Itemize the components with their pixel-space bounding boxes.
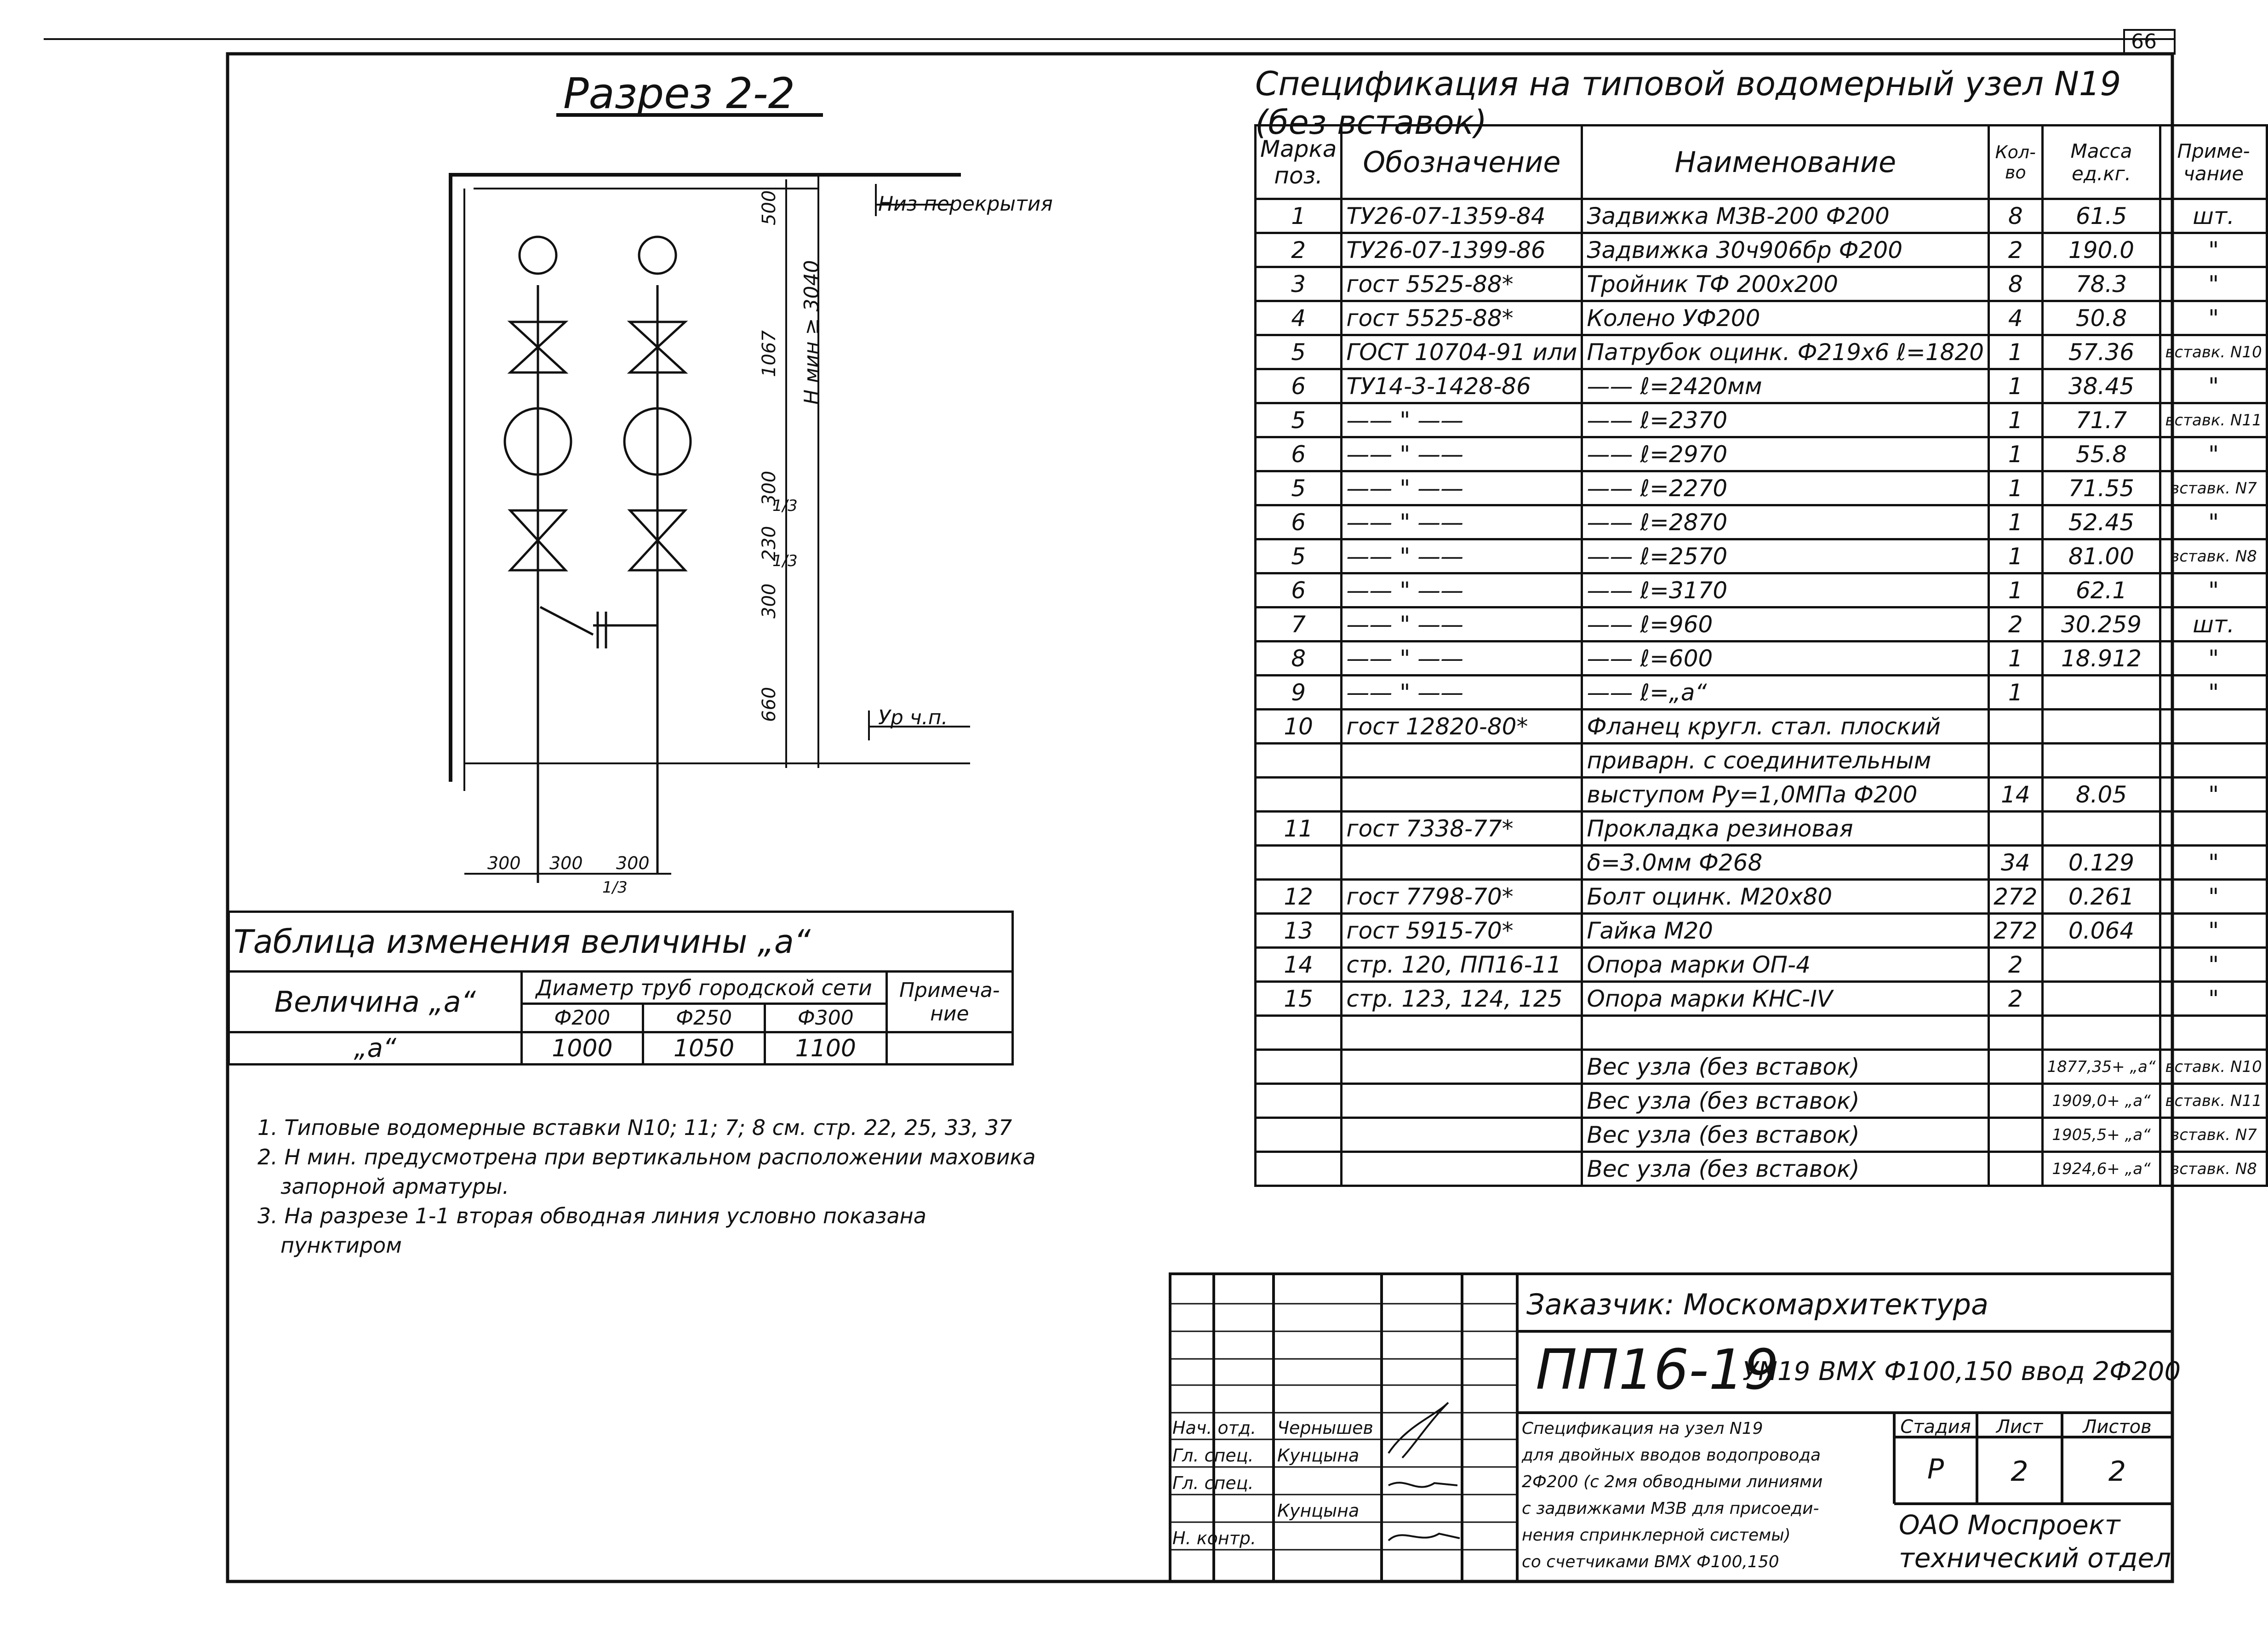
- spec-name: Вес узла (без вставок): [1582, 1050, 1989, 1084]
- spec-note: ": [2160, 778, 2267, 812]
- spec-mass: 8.05: [2042, 778, 2160, 812]
- spec-mass: 61.5: [2042, 199, 2160, 233]
- spec-note: вставк. N11: [2160, 1084, 2267, 1118]
- spec-mass: 71.55: [2042, 471, 2160, 505]
- spec-row: [1256, 1152, 2267, 1186]
- spec-mark: 6: [1256, 505, 1342, 539]
- spec-designation: —— " ——: [1342, 573, 1582, 607]
- spec-row: [1256, 199, 2267, 233]
- spec-mark: [1256, 778, 1342, 812]
- spec-designation: ТУ26-07-1399-86: [1342, 233, 1582, 267]
- spec-mass: 1877,35+ „а“: [2042, 1050, 2160, 1084]
- spec-mass: 57.36: [2042, 335, 2160, 369]
- spec-qty: 1: [1989, 573, 2042, 607]
- spec-row: [1256, 369, 2267, 403]
- spec-qty: 8: [1989, 267, 2042, 301]
- spec-qty: [1989, 1084, 2042, 1118]
- a-250: 1050: [643, 1032, 765, 1065]
- spec-mass: 190.0: [2042, 233, 2160, 267]
- spec-name: —— ℓ=960: [1582, 607, 1989, 642]
- spec-mark: 8: [1256, 642, 1342, 676]
- sheets-value: 2: [2108, 1455, 2126, 1488]
- spec-mark: 11: [1256, 812, 1342, 846]
- spec-mass: [2042, 744, 2160, 778]
- spec-name: —— ℓ=3170: [1582, 573, 1989, 607]
- spec-mark: 14: [1256, 948, 1342, 982]
- dim-230: 230: [759, 526, 780, 561]
- spec-qty: [1989, 1016, 2042, 1050]
- spec-row: [1256, 1118, 2267, 1152]
- spec-designation: —— " ——: [1342, 642, 1582, 676]
- frac-3: 1/3: [772, 552, 798, 570]
- spec-row: [1256, 676, 2267, 710]
- spec-note: шт.: [2160, 607, 2267, 642]
- spec-mark: [1256, 1118, 1342, 1152]
- spec-designation: гост 5525-88*: [1342, 301, 1582, 335]
- spec-qty: 1: [1989, 403, 2042, 437]
- spec-row: [1256, 607, 2267, 642]
- diam-300: Ф300: [765, 1004, 886, 1032]
- spec-mass: 55.8: [2042, 437, 2160, 471]
- spec-designation: стр. 120, ПП16-11: [1342, 948, 1582, 982]
- dim-660: 660: [759, 687, 780, 722]
- desc-line-1: Спецификация на узел N19: [1522, 1419, 1763, 1438]
- spec-row: [1256, 812, 2267, 846]
- spec-name: Задвижка 30ч906бр Ф200: [1582, 233, 1989, 267]
- spec-mass: [2042, 1016, 2160, 1050]
- spec-row: [1256, 982, 2267, 1016]
- spec-row: [1256, 1050, 2267, 1084]
- spec-qty: [1989, 1152, 2042, 1186]
- spec-note: вставк. N10: [2160, 1050, 2267, 1084]
- signature-marks: [1388, 1403, 1460, 1541]
- spec-note: [2160, 1016, 2267, 1050]
- spec-designation: —— " ——: [1342, 437, 1582, 471]
- spec-mass: 18.912: [2042, 642, 2160, 676]
- spec-qty: 1: [1989, 437, 2042, 471]
- spec-designation: —— " ——: [1342, 539, 1582, 573]
- hdr-mark: Марка поз.: [1256, 126, 1342, 199]
- spec-note: ": [2160, 437, 2267, 471]
- desc-line-3: 2Ф200 (с 2мя обводными линиями: [1522, 1472, 1823, 1491]
- name-4: Кунцына: [1277, 1501, 1360, 1521]
- organization: [1899, 1508, 2171, 1575]
- spec-designation: гост 5525-88*: [1342, 267, 1582, 301]
- spec-designation: стр. 123, 124, 125: [1342, 982, 1582, 1016]
- spec-note: ": [2160, 948, 2267, 982]
- name-2: Чернышев: [1277, 1418, 1373, 1438]
- spec-designation: [1342, 744, 1582, 778]
- spec-note: ": [2160, 982, 2267, 1016]
- spec-name: Тройник ТФ 200х200: [1582, 267, 1989, 301]
- spec-mark: 6: [1256, 369, 1342, 403]
- spec-row: [1256, 301, 2267, 335]
- spec-name: Прокладка резиновая: [1582, 812, 1989, 846]
- spec-mass: 30.259: [2042, 607, 2160, 642]
- spec-qty: [1989, 710, 2042, 744]
- spec-note: вставк. N10: [2160, 335, 2267, 369]
- spec-note: вставк. N7: [2160, 471, 2267, 505]
- spec-designation: —— " ——: [1342, 403, 1582, 437]
- hdr-sheets: Листов: [2083, 1416, 2152, 1438]
- dim-h-1: 300: [487, 853, 521, 873]
- dim-300b: 300: [759, 583, 780, 619]
- spec-mark: 10: [1256, 710, 1342, 744]
- desc-line-5: нения спринклерной системы): [1522, 1526, 1791, 1545]
- spec-designation: ТУ26-07-1359-84: [1342, 199, 1582, 233]
- spec-qty: [1989, 1118, 2042, 1152]
- spec-row: [1256, 778, 2267, 812]
- spec-qty: 2: [1989, 982, 2042, 1016]
- spec-mark: 6: [1256, 437, 1342, 471]
- spec-designation: —— " ——: [1342, 607, 1582, 642]
- spec-note: ": [2160, 676, 2267, 710]
- spec-mark: 15: [1256, 982, 1342, 1016]
- spec-mark: 2: [1256, 233, 1342, 267]
- spec-name: —— ℓ=2370: [1582, 403, 1989, 437]
- hdr-sheet: Лист: [1996, 1416, 2043, 1438]
- value-a-header: Величина „а“: [229, 972, 522, 1032]
- spec-designation: ГОСТ 10704-91 или: [1342, 335, 1582, 369]
- spec-row: [1256, 233, 2267, 267]
- spec-mark: 5: [1256, 471, 1342, 505]
- dim-500: 500: [759, 190, 780, 225]
- sheet-description: [1522, 1415, 1822, 1575]
- floor-label: Ур ч.п.: [878, 706, 948, 729]
- note-2b: запорной арматуры.: [280, 1174, 509, 1199]
- spec-name: Вес узла (без вставок): [1582, 1084, 1989, 1118]
- spec-mass: [2042, 948, 2160, 982]
- spec-note: ": [2160, 880, 2267, 914]
- spec-mass: 81.00: [2042, 539, 2160, 573]
- change-table: [228, 911, 1014, 1066]
- spec-qty: [1989, 744, 2042, 778]
- hdr-designation: Обозначение: [1342, 126, 1582, 199]
- spec-name: —— ℓ=2570: [1582, 539, 1989, 573]
- spec-mark: 3: [1256, 267, 1342, 301]
- spec-mass: [2042, 812, 2160, 846]
- spec-name: Опора марки ОП-4: [1582, 948, 1989, 982]
- spec-name: Задвижка МЗВ-200 Ф200: [1582, 199, 1989, 233]
- spec-row: [1256, 267, 2267, 301]
- spec-designation: [1342, 846, 1582, 880]
- hdr-note: Приме-чание: [2160, 126, 2267, 199]
- spec-mass: 52.45: [2042, 505, 2160, 539]
- role-3: Гл. спец.: [1172, 1473, 1254, 1493]
- spec-name: Колено УФ200: [1582, 301, 1989, 335]
- diameter-group-header: Диаметр труб городской сети: [521, 972, 886, 1004]
- spec-mark: [1256, 744, 1342, 778]
- spec-note: ": [2160, 573, 2267, 607]
- spec-designation: —— " ——: [1342, 676, 1582, 710]
- ceiling-label: Низ перекрытия: [878, 192, 1053, 216]
- spec-note: вставк. N8: [2160, 539, 2267, 573]
- sheet-number: 66: [2131, 30, 2157, 53]
- note-1: 1. Типовые водомерные вставки N10; 11; 7; 8 см. стр. 22, 25, 33, 37: [257, 1115, 1012, 1140]
- a-row-label: „а“: [229, 1032, 522, 1065]
- desc-line-6: со счетчиками ВМХ Ф100,150: [1522, 1553, 1779, 1571]
- spec-mass: 71.7: [2042, 403, 2160, 437]
- spec-name: —— ℓ=600: [1582, 642, 1989, 676]
- spec-row: [1256, 573, 2267, 607]
- spec-table: [1254, 124, 2268, 1187]
- spec-mark: 9: [1256, 676, 1342, 710]
- spec-name: Фланец кругл. стал. плоский: [1582, 710, 1989, 744]
- spec-row: [1256, 1084, 2267, 1118]
- spec-designation: гост 12820-80*: [1342, 710, 1582, 744]
- spec-mass: 1905,5+ „а“: [2042, 1118, 2160, 1152]
- spec-mark: [1256, 1016, 1342, 1050]
- dim-300a: 300: [759, 470, 780, 506]
- spec-name: —— ℓ=„а“: [1582, 676, 1989, 710]
- diam-200: Ф200: [521, 1004, 643, 1032]
- spec-qty: 272: [1989, 914, 2042, 948]
- spec-note: вставк. N8: [2160, 1152, 2267, 1186]
- note-header: Примеча-ние: [886, 972, 1012, 1032]
- spec-qty: 14: [1989, 778, 2042, 812]
- diam-250: Ф250: [643, 1004, 765, 1032]
- spec-note: [2160, 744, 2267, 778]
- dim-1067: 1067: [759, 330, 780, 377]
- spec-note: ": [2160, 301, 2267, 335]
- spec-qty: 272: [1989, 880, 2042, 914]
- spec-mark: [1256, 1050, 1342, 1084]
- spec-row: [1256, 471, 2267, 505]
- spec-name: δ=3.0мм Ф268: [1582, 846, 1989, 880]
- spec-designation: ТУ14-3-1428-86: [1342, 369, 1582, 403]
- spec-designation: гост 5915-70*: [1342, 914, 1582, 948]
- spec-mass: 78.3: [2042, 267, 2160, 301]
- spec-row: [1256, 1016, 2267, 1050]
- spec-mark: 1: [1256, 199, 1342, 233]
- spec-mass: 0.064: [2042, 914, 2160, 948]
- spec-mark: 7: [1256, 607, 1342, 642]
- spec-row: [1256, 335, 2267, 369]
- spec-qty: 1: [1989, 642, 2042, 676]
- spec-name: приварн. с соединительным: [1582, 744, 1989, 778]
- spec-row: [1256, 880, 2267, 914]
- spec-name: выступом Ру=1,0МПа Ф200: [1582, 778, 1989, 812]
- stage-value: Р: [1927, 1453, 1944, 1485]
- spec-note: вставк. N7: [2160, 1118, 2267, 1152]
- spec-mark: 4: [1256, 301, 1342, 335]
- spec-row: [1256, 914, 2267, 948]
- spec-designation: [1342, 778, 1582, 812]
- spec-name: Вес узла (без вставок): [1582, 1118, 1989, 1152]
- spec-note: ": [2160, 267, 2267, 301]
- spec-designation: —— " ——: [1342, 471, 1582, 505]
- names: [1277, 1414, 1373, 1524]
- spec-qty: 34: [1989, 846, 2042, 880]
- spec-qty: 2: [1989, 948, 2042, 982]
- spec-qty: [1989, 1050, 2042, 1084]
- spec-mass: 50.8: [2042, 301, 2160, 335]
- spec-mass: [2042, 676, 2160, 710]
- spec-qty: 2: [1989, 233, 2042, 267]
- spec-name: —— ℓ=2420мм: [1582, 369, 1989, 403]
- hmin-label: Н мин ≥ 3040: [800, 260, 823, 405]
- a-200: 1000: [521, 1032, 643, 1065]
- dim-h-2: 300: [549, 853, 583, 873]
- spec-qty: [1989, 812, 2042, 846]
- spec-mark: 5: [1256, 539, 1342, 573]
- spec-designation: [1342, 1050, 1582, 1084]
- spec-name: Болт оцинк. М20х80: [1582, 880, 1989, 914]
- org-line-1: ОАО Моспроект: [1899, 1509, 2120, 1541]
- spec-note: ": [2160, 233, 2267, 267]
- spec-designation: [1342, 1016, 1582, 1050]
- spec-designation: [1342, 1152, 1582, 1186]
- hdr-name: Наименование: [1582, 126, 1989, 199]
- sheet-value: 2: [2011, 1455, 2028, 1488]
- spec-row: [1256, 710, 2267, 744]
- spec-note: ": [2160, 505, 2267, 539]
- hdr-qty: Кол-во: [1989, 126, 2042, 199]
- customer: Заказчик: Москомархитектура: [1526, 1288, 1988, 1321]
- org-line-2: технический отдел: [1899, 1542, 2171, 1574]
- spec-row: [1256, 403, 2267, 437]
- spec-qty: 1: [1989, 676, 2042, 710]
- spec-mass: [2042, 710, 2160, 744]
- spec-qty: 1: [1989, 539, 2042, 573]
- spec-mark: 5: [1256, 335, 1342, 369]
- name-3: Кунцына: [1277, 1445, 1360, 1466]
- spec-mark: 13: [1256, 914, 1342, 948]
- spec-qty: 1: [1989, 369, 2042, 403]
- role-4: Н. контр.: [1172, 1528, 1257, 1548]
- spec-name: Вес узла (без вставок): [1582, 1152, 1989, 1186]
- spec-mark: 5: [1256, 403, 1342, 437]
- spec-note: [2160, 710, 2267, 744]
- spec-name: —— ℓ=2270: [1582, 471, 1989, 505]
- spec-designation: гост 7338-77*: [1342, 812, 1582, 846]
- spec-qty: 1: [1989, 335, 2042, 369]
- spec-qty: 1: [1989, 471, 2042, 505]
- spec-name: —— ℓ=2870: [1582, 505, 1989, 539]
- desc-line-4: с задвижками МЗВ для присоеди-: [1522, 1499, 1819, 1518]
- spec-mark: [1256, 846, 1342, 880]
- spec-name: —— ℓ=2970: [1582, 437, 1989, 471]
- spec-note: [2160, 812, 2267, 846]
- spec-title: Спецификация на типовой водомерный узел N19 (без вставок): [1255, 64, 2121, 142]
- spec-designation: —— " ——: [1342, 505, 1582, 539]
- spec-note: шт.: [2160, 199, 2267, 233]
- spec-mass: 1909,0+ „а“: [2042, 1084, 2160, 1118]
- role-1: Нач. отд.: [1172, 1418, 1257, 1438]
- note-3b: пунктиром: [280, 1233, 402, 1258]
- spec-name: Опора марки КНС-IV: [1582, 982, 1989, 1016]
- spec-row: [1256, 948, 2267, 982]
- spec-note: ": [2160, 846, 2267, 880]
- spec-note: ": [2160, 369, 2267, 403]
- frac-1: 1/3: [602, 878, 628, 897]
- hdr-mass: Масса ед.кг.: [2042, 126, 2160, 199]
- spec-row: [1256, 437, 2267, 471]
- frac-2: 1/3: [772, 497, 798, 515]
- section-title: Разрез 2-2: [563, 69, 795, 118]
- spec-row: [1256, 539, 2267, 573]
- spec-mass: 0.261: [2042, 880, 2160, 914]
- doc-code-tail: УN19 ВМХ Ф100,150 ввод 2Ф200: [1742, 1357, 2181, 1386]
- roles: [1172, 1414, 1256, 1552]
- change-table-title: Таблица изменения величины „а“: [229, 912, 1013, 972]
- spec-mark: [1256, 1084, 1342, 1118]
- spec-name: Гайка М20: [1582, 914, 1989, 948]
- spec-qty: 8: [1989, 199, 2042, 233]
- hdr-stage: Стадия: [1900, 1416, 1971, 1438]
- doc-code: ПП16-19: [1536, 1338, 1779, 1402]
- spec-qty: 4: [1989, 301, 2042, 335]
- spec-mass: 1924,6+ „а“: [2042, 1152, 2160, 1186]
- spec-row: [1256, 846, 2267, 880]
- note-2: 2. Н мин. предусмотрена при вертикальном расположении маховика: [257, 1145, 1036, 1169]
- dim-h-3: 300: [616, 853, 650, 873]
- spec-row: [1256, 642, 2267, 676]
- spec-mark: [1256, 1152, 1342, 1186]
- a-300: 1100: [765, 1032, 886, 1065]
- spec-qty: 1: [1989, 505, 2042, 539]
- note-3: 3. На разрезе 1-1 вторая обводная линия условно показана: [257, 1203, 926, 1228]
- role-2: Гл. спец.: [1172, 1445, 1254, 1466]
- spec-mass: [2042, 982, 2160, 1016]
- spec-designation: [1342, 1118, 1582, 1152]
- spec-designation: гост 7798-70*: [1342, 880, 1582, 914]
- spec-name: [1582, 1016, 1989, 1050]
- notes: [257, 1113, 1036, 1260]
- spec-mass: 38.45: [2042, 369, 2160, 403]
- spec-note: ": [2160, 914, 2267, 948]
- spec-row: [1256, 744, 2267, 778]
- spec-qty: 2: [1989, 607, 2042, 642]
- spec-note: вставк. N11: [2160, 403, 2267, 437]
- spec-mark: 12: [1256, 880, 1342, 914]
- spec-designation: [1342, 1084, 1582, 1118]
- spec-mark: 6: [1256, 573, 1342, 607]
- spec-row: [1256, 505, 2267, 539]
- spec-name: Патрубок оцинк. Ф219х6 ℓ=1820: [1582, 335, 1989, 369]
- spec-note: ": [2160, 642, 2267, 676]
- spec-mass: 0.129: [2042, 846, 2160, 880]
- spec-mass: 62.1: [2042, 573, 2160, 607]
- desc-line-2: для двойных вводов водопровода: [1522, 1446, 1821, 1465]
- a-note: [886, 1032, 1012, 1065]
